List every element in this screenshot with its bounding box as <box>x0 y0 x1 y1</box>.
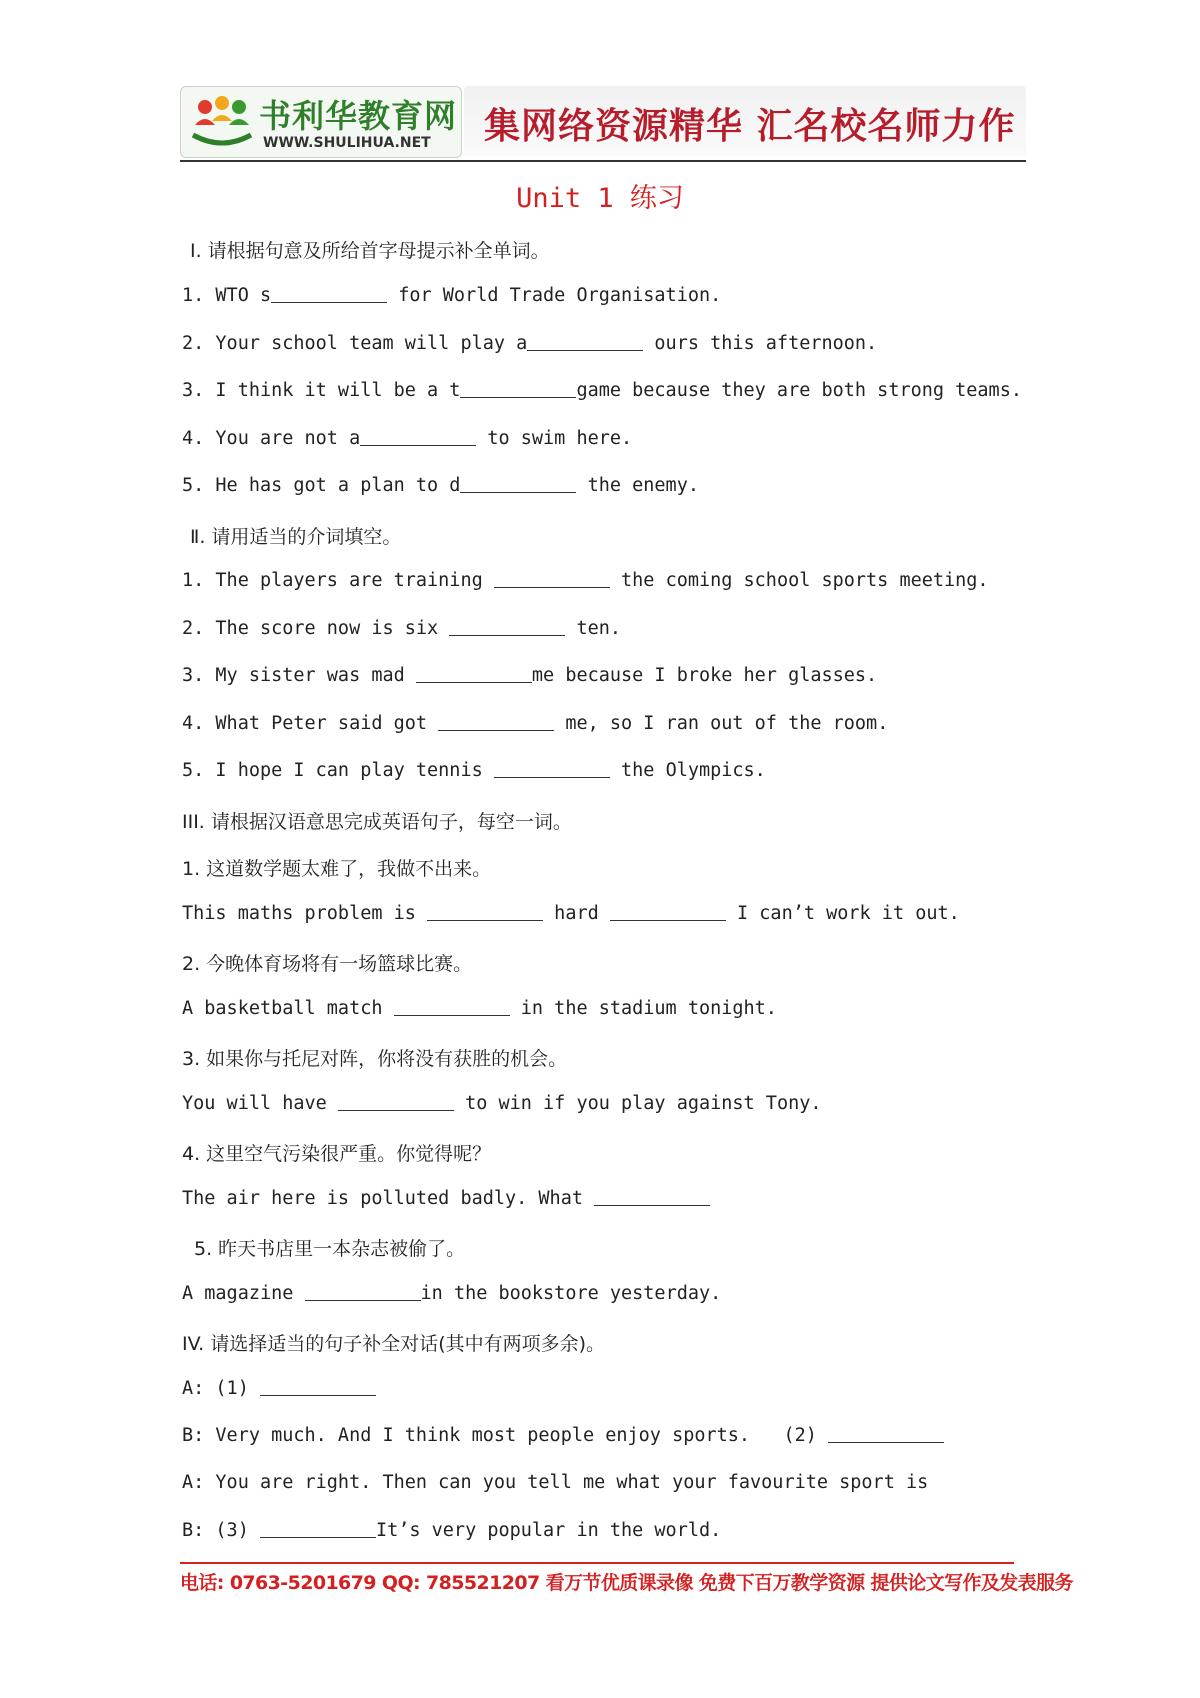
answer-blank[interactable] <box>594 1187 710 1206</box>
line-text: 4. 这里空气污染很严重。你觉得呢？ <box>182 1143 492 1165</box>
exercise-line <box>182 1424 944 1446</box>
exercise-line <box>182 1519 721 1541</box>
exercise-line <box>182 474 699 496</box>
line-text: me, so I ran out of the room. <box>554 713 889 734</box>
line-text: for World Trade Organisation. <box>387 285 722 306</box>
answer-blank[interactable] <box>460 474 576 493</box>
exercise-line <box>182 379 1022 401</box>
answer-blank[interactable] <box>449 617 565 636</box>
line-text: I can’t work it out. <box>725 903 960 924</box>
line-text: B: (3) <box>182 1520 260 1541</box>
line-text: The air here is polluted badly. What <box>182 1188 595 1209</box>
exercise-line <box>182 332 877 354</box>
line-text: Ⅱ. 请用适当的介词填空。 <box>190 526 402 548</box>
answer-blank[interactable] <box>427 902 543 921</box>
answer-blank[interactable] <box>360 427 476 446</box>
line-text: the coming school sports meeting. <box>609 570 989 591</box>
line-text: 1. WTO s <box>182 285 272 306</box>
line-text: A: (1) <box>182 1378 260 1399</box>
site-logo[interactable] <box>180 86 462 158</box>
line-text: in the stadium tonight. <box>509 998 777 1019</box>
line-text: 2. The score now is six <box>182 618 450 639</box>
exercise-line <box>182 664 877 686</box>
exercise-line <box>182 1092 822 1114</box>
line-text: IV. 请选择适当的句子补全对话(其中有两项多余)。 <box>182 1333 606 1355</box>
exercise-line <box>182 807 572 834</box>
exercise-line <box>182 712 888 734</box>
line-text: It’s very popular in the world. <box>375 1520 722 1541</box>
exercise-line <box>182 1187 710 1209</box>
line-text: 1. The players are training <box>182 570 494 591</box>
exercise-line <box>182 1472 928 1493</box>
answer-blank[interactable] <box>438 712 554 731</box>
slogan-banner <box>464 86 1026 156</box>
line-text: You will have <box>182 1093 338 1114</box>
line-text: 2. Your school team will play a <box>182 333 528 354</box>
line-text: game because they are both strong teams. <box>576 380 1022 401</box>
exercise-line <box>182 617 621 639</box>
line-text: 3. My sister was mad <box>182 665 416 686</box>
header-banner <box>180 86 1026 160</box>
exercise-line <box>182 854 491 881</box>
line-text: Ⅰ. 请根据句意及所给首字母提示补全单词。 <box>190 240 550 262</box>
exercise-line <box>182 949 472 976</box>
line-text: III. 请根据汉语意思完成英语句子，每空一词。 <box>182 811 572 833</box>
answer-blank[interactable] <box>260 1519 376 1538</box>
exercise-line <box>194 1234 465 1261</box>
exercise-line <box>182 569 989 591</box>
answer-blank[interactable] <box>527 332 643 351</box>
line-text: hard <box>543 903 610 924</box>
line-text: ours this afternoon. <box>643 333 878 354</box>
exercise-line <box>182 1282 721 1304</box>
exercise-line <box>182 759 766 781</box>
line-text: ten. <box>565 618 622 639</box>
answer-blank[interactable] <box>610 902 726 921</box>
exercise-line <box>190 236 550 263</box>
line-text: 3. 如果你与托尼对阵，你将没有获胜的机会。 <box>182 1048 568 1070</box>
exercise-line <box>182 902 960 924</box>
answer-blank[interactable] <box>271 284 387 303</box>
exercise-line <box>182 284 721 306</box>
page-title: Unit 1 练习 <box>516 183 684 214</box>
answer-blank[interactable] <box>260 1377 376 1396</box>
answer-blank[interactable] <box>394 997 510 1016</box>
line-text: 5. I hope I can play tennis <box>182 760 494 781</box>
answer-blank[interactable] <box>460 379 576 398</box>
line-text: 4. You are not a <box>182 428 361 449</box>
line-text: the Olympics. <box>609 760 766 781</box>
exercise-line <box>182 1044 567 1071</box>
exercise-line <box>182 427 632 449</box>
line-text: 3. I think it will be a t <box>182 380 461 401</box>
header-divider <box>180 160 1026 162</box>
line-text: 2. 今晚体育场将有一场篮球比赛。 <box>182 953 473 975</box>
line-text: 5. 昨天书店里一本杂志被偷了。 <box>194 1238 466 1260</box>
exercise-line <box>190 522 401 549</box>
line-text: 5. He has got a plan to d <box>182 475 461 496</box>
answer-blank[interactable] <box>828 1424 944 1443</box>
line-text: in the bookstore yesterday. <box>420 1283 722 1304</box>
line-text: 4. What Peter said got <box>182 713 439 734</box>
line-text: me because I broke her glasses. <box>531 665 878 686</box>
line-text: This maths problem is <box>182 903 428 924</box>
answer-blank[interactable] <box>416 664 532 683</box>
line-text: A basketball match <box>182 998 394 1019</box>
footer-divider <box>180 1562 1014 1564</box>
line-text: to swim here. <box>476 428 633 449</box>
line-text: to win if you play against Tony. <box>453 1093 822 1114</box>
exercise-line <box>182 997 777 1019</box>
line-text: A: You are right. Then can you tell me what your favourite sport is <box>182 1472 929 1493</box>
slogan-text: 集网络资源精华 汇名校名师力作 <box>484 106 1016 147</box>
exercise-line <box>182 1329 605 1356</box>
answer-blank[interactable] <box>338 1092 454 1111</box>
brand-name: 书利华教育网 <box>259 97 458 135</box>
people-logo-icon <box>191 95 253 149</box>
answer-blank[interactable] <box>494 759 610 778</box>
line-text: the enemy. <box>576 475 699 496</box>
footer-contact: 电话: 0763-5201679 QQ: 785521207 看万节优质课录像 免费下百万教学资源 提供论文写作及发表服务 <box>180 1572 1073 1594</box>
answer-blank[interactable] <box>494 569 610 588</box>
line-text: B: Very much. And I think most people enjoy sports. (2) <box>182 1425 829 1446</box>
line-text: 1. 这道数学题太难了，我做不出来。 <box>182 858 492 880</box>
line-text: A magazine <box>182 1283 305 1304</box>
exercise-line <box>182 1139 491 1166</box>
exercise-line <box>182 1377 376 1399</box>
answer-blank[interactable] <box>305 1282 421 1301</box>
brand-url[interactable]: WWW.SHULIHUA.NET <box>263 135 431 151</box>
